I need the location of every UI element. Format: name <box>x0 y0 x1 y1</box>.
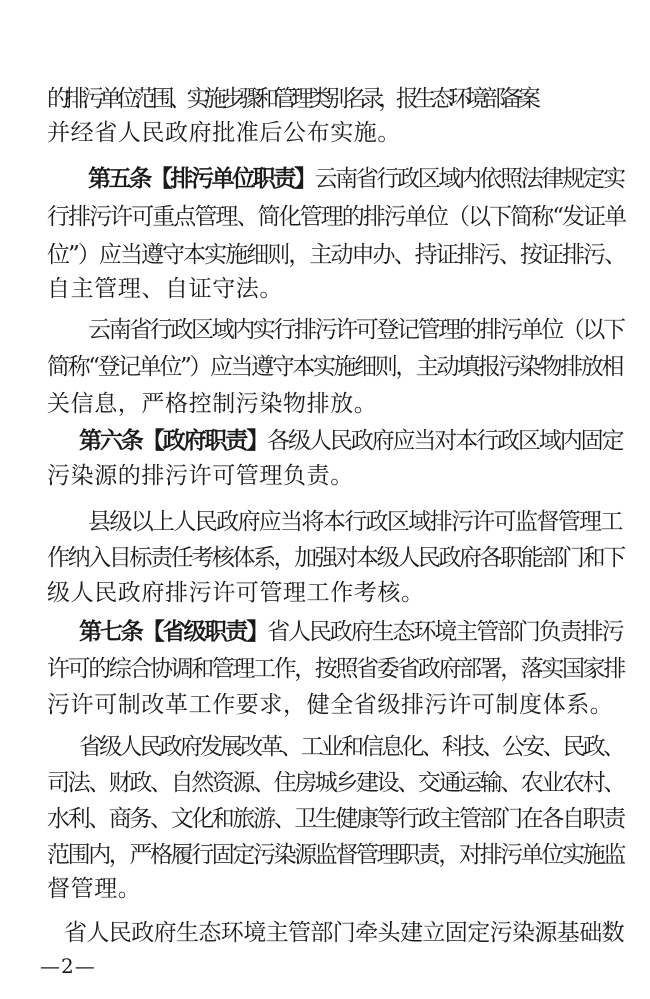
text-line-16 <box>47 654 624 684</box>
line-8-seg-1: 简称“登记单位”）应当遵守本实施细则，主动填报污染物排放相 <box>47 354 622 380</box>
text-line-9 <box>47 389 377 419</box>
article-5-heading-line <box>88 164 624 194</box>
text-line-14 <box>47 578 425 608</box>
line-18-seg-1: 省级人民政府发展改革、工业和信息化、科技、公安、民政、 <box>79 734 624 760</box>
text-line-18 <box>79 732 623 762</box>
line-14-seg-1: 级人民政府排污许可管理工作考核。 <box>47 580 425 606</box>
text-line-4 <box>47 202 625 232</box>
line-2-seg-1: 并经省人民政府批准后公布实施。 <box>47 120 401 146</box>
line-11-seg-1: 污染源的排污许可管理负责。 <box>47 463 354 489</box>
text-line-21 <box>47 840 624 870</box>
text-line-6 <box>47 274 283 304</box>
article-7-heading-line <box>79 617 622 647</box>
article-7-title: 第七条【省级职责】 <box>79 618 268 645</box>
text-line-13 <box>47 543 624 573</box>
line-22-seg-1: 督管理。 <box>47 876 142 902</box>
text-line-12 <box>88 507 622 537</box>
text-line-22 <box>47 874 141 904</box>
line-6-seg-1: 自主管理、自证守法。 <box>47 276 283 302</box>
line-10-seg-2: 各级人民政府应当对本行政区域内固定 <box>267 428 623 454</box>
text-line-2 <box>47 118 401 148</box>
line-3-seg-2: 云南省行政区域内依照法律规定实 <box>314 166 624 192</box>
text-line-8 <box>47 352 622 382</box>
text-line-5 <box>47 240 625 270</box>
line-20-seg-1: 水利、商务、文化和旅游、卫生健康等行政主管部门在各自职责 <box>47 806 624 832</box>
line-7-seg-1: 云南省行政区域内实行排污许可登记管理的排污单位（以下 <box>88 317 624 343</box>
text-line-7 <box>88 315 624 345</box>
article-6-title: 第六条【政府职责】 <box>79 427 268 454</box>
text-line-19 <box>47 768 624 798</box>
text-line-23 <box>64 918 624 948</box>
line-13-seg-1: 作纳入目标责任考核体系，加强对本级人民政府各职能部门和下 <box>47 545 624 571</box>
line-1-seg-1: 的排污单位范围、实施步骤和管理类别名录，报生态环境部备案 <box>47 86 536 112</box>
line-16-seg-1: 许可的综合协调和管理工作，按照省委省政府部署，落实国家排 <box>47 656 624 682</box>
line-19-seg-1: 司法、财政、自然资源、住房城乡建设、交通运输、农业农村、 <box>47 770 624 796</box>
line-9-seg-1: 关信息，严格控制污染物排放。 <box>47 391 378 417</box>
line-12-seg-1: 县级以上人民政府应当将本行政区域排污许可监督管理工 <box>88 509 622 535</box>
line-4-seg-1: 行排污许可重点管理、简化管理的排污单位（以下简称“发证单 <box>47 204 626 230</box>
article-6-heading-line <box>79 426 622 456</box>
text-line-11 <box>47 461 354 491</box>
line-17-seg-1: 污许可制改革工作要求，健全省级排污许可制度体系。 <box>47 692 614 718</box>
line-21-seg-1: 范围内，严格履行固定污染源监督管理职责，对排污单位实施监 <box>47 842 624 868</box>
text-line-20 <box>47 804 624 834</box>
line-23-seg-1: 省人民政府生态环境主管部门牵头建立固定污染源基础数 <box>64 920 625 946</box>
line-5-seg-1: 位”）应当遵守本实施细则，主动申办、持证排污、按证排污、 <box>47 242 626 268</box>
text-line-1 <box>47 84 625 114</box>
line-15-seg-2: 省人民政府生态环境主管部门负责排污 <box>267 619 623 645</box>
article-5-title: 第五条【排污单位职责】 <box>88 165 315 192</box>
text-line-17 <box>47 690 613 720</box>
page-number: —2— <box>40 954 96 978</box>
